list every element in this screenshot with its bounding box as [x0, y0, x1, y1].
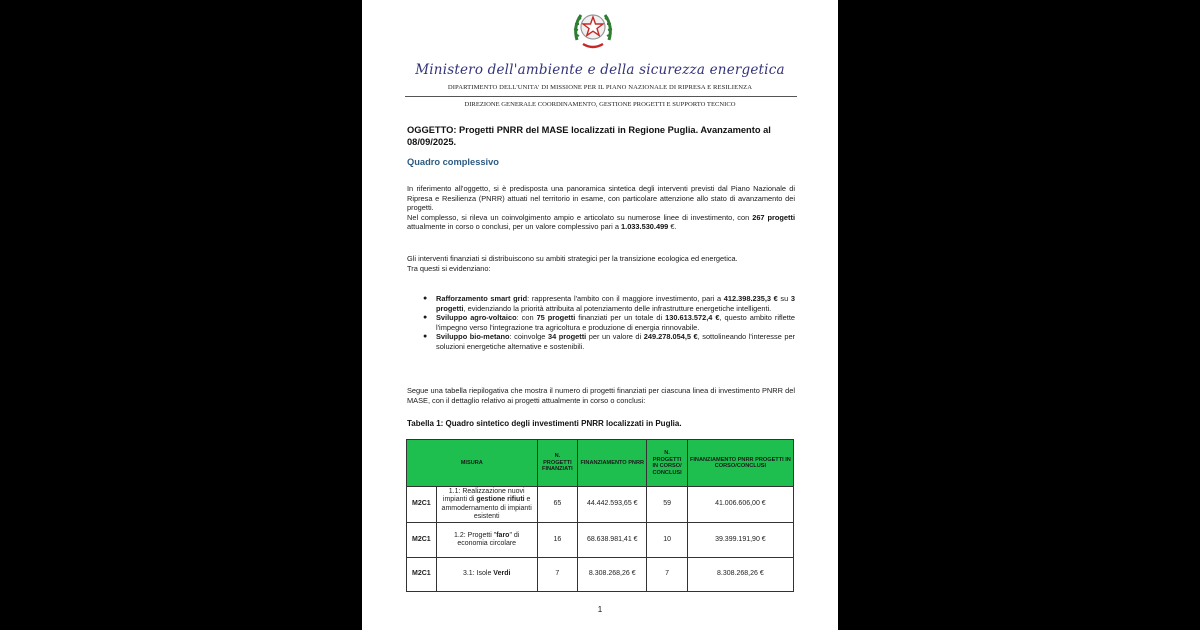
column-header-misura: MISURA	[407, 440, 538, 487]
bullet-text: : coinvolge	[509, 332, 548, 342]
intro-text-2a: Nel complesso, si rileva un coinvolgimento ampio e articolato su numerose linee di investimento, con	[407, 212, 753, 222]
bullet-title: Rafforzamento smart grid	[436, 294, 528, 303]
table-title: Tabella 1: Quadro sintetico degli investimenti PNRR localizzati in Puglia.	[407, 419, 682, 428]
desc-text: 1.2: Progetti "	[454, 531, 497, 539]
cell-fin-corso: 8.308.268,26 €	[687, 558, 793, 592]
cell-description	[436, 523, 537, 558]
column-header-finanziamento: FINANZIAMENTO PNRR	[578, 440, 647, 487]
cell-n-corso: 59	[647, 487, 687, 523]
page-number: 1	[597, 605, 603, 614]
table-row	[407, 558, 794, 592]
cell-code: M2C1	[407, 558, 437, 592]
bullet-icon: ●	[423, 333, 428, 341]
cell-code: M2C1	[407, 487, 437, 523]
intro-text-2c: attualmente in corso o conclusi, per un valore complessivo pari a	[407, 222, 622, 232]
areas-text-1: Gli interventi finanziati si distribuiscono su ambiti strategici per la transizione ecologica ed energetica.	[407, 254, 738, 263]
areas-paragraph	[407, 254, 795, 273]
intro-total-value: 1.033.530.499	[621, 222, 669, 232]
cell-n-fin: 16	[537, 523, 578, 558]
highlights-list	[420, 294, 795, 352]
department-name: DIPARTIMENTO DELL'UNITA' DI MISSIONE PER IL PIANO NAZIONALE DI RIPRESA E RESILIENZA	[447, 84, 753, 91]
cell-code: M2C1	[407, 523, 437, 558]
desc-bold: Verdi	[493, 570, 511, 578]
cell-fin-corso: 39.399.191,90 €	[687, 523, 793, 558]
bullet-text: , evidenziando la priorità attribuita al potenziamento delle infrastrutture energetiche intelligenti.	[463, 303, 772, 313]
cell-fin: 68.638.981,41 €	[578, 523, 647, 558]
areas-text-2: Tra questi si evidenziano:	[407, 263, 491, 273]
desc-text: " di economia circolare	[457, 531, 520, 547]
bullet-text: per un valore di	[586, 332, 644, 342]
bullet-amount: 130.613.572,4 €	[665, 313, 720, 323]
document-subject: OGGETTO: Progetti PNRR del MASE localizzati in Regione Puglia. Avanzamento al 08/09/2025.	[407, 125, 771, 147]
desc-bold: faro	[496, 531, 510, 539]
table-intro-paragraph: Segue una tabella riepilogativa che mostra il numero di progetti finanziati per ciascuna linea di investimento PNRR del MASE, con il dettaglio relativo ai progetti attualmente in corso o conclusi:	[407, 386, 795, 405]
investments-table	[406, 439, 794, 592]
bullet-count: 34 progetti	[547, 332, 587, 342]
header-divider	[405, 96, 797, 97]
column-header-n-progetti: N. PROGETTI FINANZIATI	[537, 440, 578, 487]
list-item	[420, 332, 795, 351]
bullet-text: : con	[516, 313, 537, 323]
desc-text: 3.1: Isole	[462, 570, 494, 578]
desc-text: 1.1: Realizzazione nuovi impianti di	[442, 488, 525, 504]
intro-text-2e: €.	[668, 222, 677, 232]
section-title: Quadro complessivo	[407, 157, 499, 167]
bullet-title: Sviluppo agro-voltaico	[436, 313, 517, 323]
bullet-icon: ●	[423, 295, 428, 302]
column-header-n-corso: N. PROGETTI IN CORSO/ CONCLUSI	[647, 440, 687, 487]
ministry-name: Ministero dell'ambiente e della sicurezza energetica	[415, 62, 785, 78]
direction-name: DIREZIONE GENERALE COORDINAMENTO, GESTIONE PROGETTI E SUPPORTO TECNICO	[464, 101, 736, 108]
cell-n-corso: 7	[647, 558, 687, 592]
bullet-icon: ●	[423, 314, 428, 322]
cell-n-corso: 10	[647, 523, 687, 558]
table-row	[407, 523, 794, 558]
bullet-amount: 249.278.054,5 €	[643, 332, 698, 342]
cell-n-fin: 7	[537, 558, 578, 592]
column-header-finanziamento-corso: FINANZIAMENTO PNRR PROGETTI IN CORSO/CONCLUSI	[687, 440, 793, 487]
cell-fin-corso: 41.006.606,00 €	[687, 487, 793, 523]
cell-n-fin: 65	[537, 487, 578, 523]
list-item	[420, 313, 795, 332]
bullet-text: su	[777, 294, 791, 303]
bullet-text: : rappresenta l'ambito con il maggiore investimento, pari a	[527, 294, 724, 303]
desc-text: e ammodernamento di impianti esistenti	[441, 496, 532, 520]
bullet-text: , sottolineando l'interesse per soluzioni energetiche alternative e sostenibili.	[436, 332, 796, 351]
bullet-amount: 412.398.235,3 €	[723, 294, 778, 303]
bullet-title: Sviluppo bio-metano	[436, 332, 510, 342]
cell-fin: 44.442.593,65 €	[578, 487, 647, 523]
bullet-count: 3 progetti	[436, 294, 795, 313]
table-header-row	[407, 440, 794, 487]
bullet-text: , questo ambito riflette l'impegno verso l'integrazione tra agricoltura e produzione di energia rinnovabile.	[436, 313, 796, 332]
desc-bold: gestione rifiuti	[476, 496, 525, 504]
cell-description	[436, 487, 537, 523]
list-item	[420, 294, 795, 313]
italian-republic-emblem-icon	[569, 6, 617, 52]
cell-fin: 8.308.268,26 €	[578, 558, 647, 592]
table-row	[407, 487, 794, 523]
intro-paragraph	[407, 184, 795, 232]
intro-text-1: In riferimento all'oggetto, si è predisposta una panoramica sintetica degli interventi previsti dal Piano Nazionale di Ripresa e Resilienza (PNRR) attuati nel territorio in esame, con particolare attenzione allo stato di avanzamento dei progetti.	[407, 184, 795, 213]
intro-projects-count: 267 progetti	[752, 212, 796, 222]
bullet-count: 75 progetti	[536, 313, 576, 323]
cell-description	[436, 558, 537, 592]
bullet-text: finanziati per un totale di	[575, 313, 666, 323]
